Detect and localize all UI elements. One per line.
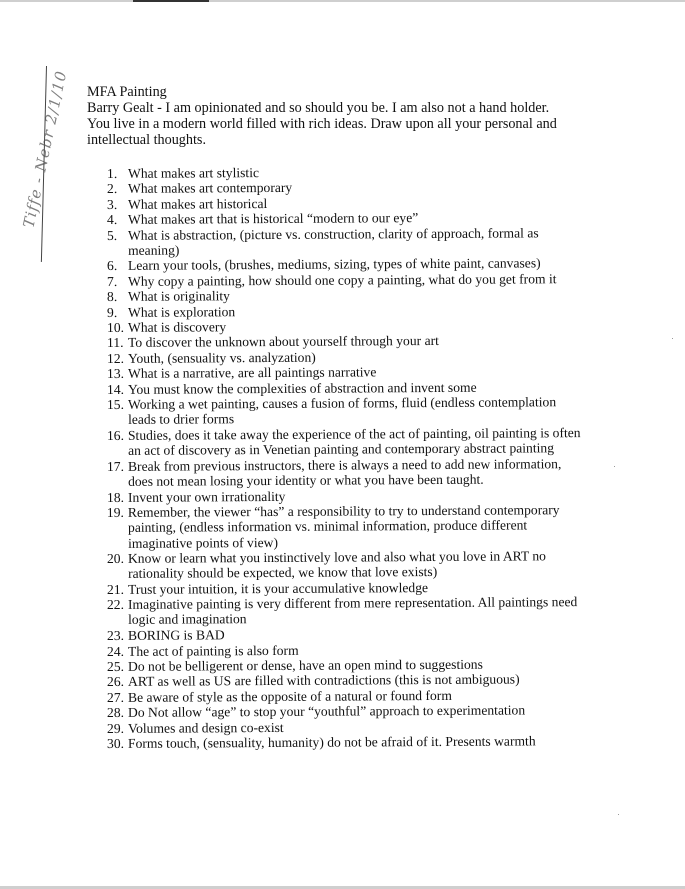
list-item-number: 23.	[106, 628, 125, 644]
list-item-number: 13.	[106, 366, 125, 382]
list-item-number: 21.	[106, 581, 125, 597]
list-item-text: Forms touch, (sensuality, humanity) do not be afraid of it. Presents warmth	[127, 733, 536, 751]
list-item-number: 15.	[106, 396, 124, 413]
list-item-text: Working a wet painting, causes a fusion of forms, fluid (endless contemplation leads to drier forms	[127, 394, 557, 428]
list-item-text: Learn your tools, (brushes, mediums, sizing, types of white paint, canvases)	[127, 255, 541, 274]
list-item	[107, 425, 587, 459]
list-item-text: What makes art historical	[127, 195, 268, 212]
list-item-text: Remember, the viewer “has” a responsibility to try to understand contemporary painting, (endless information vs. minimal information, produce different imaginative points of view)	[127, 502, 560, 551]
list-item-text: What is a narrative, are all paintings narrative	[127, 364, 377, 382]
list-item-number: 7.	[106, 273, 118, 289]
list-item-text: Invent your own irrationality	[127, 488, 286, 505]
list-item-number: 8.	[106, 289, 118, 305]
scan-speck	[672, 338, 673, 339]
list-item-number: 4.	[106, 212, 118, 228]
list-item-number: 16.	[106, 427, 124, 443]
list-item-text: Be aware of style as the opposite of a natural or found form	[127, 687, 452, 705]
list-item-number: 17.	[106, 458, 124, 474]
list-item-number: 2.	[106, 181, 118, 197]
list-item-text: You must know the complexities of abstraction and invent some	[127, 379, 477, 397]
list-item-number: 3.	[106, 196, 118, 212]
list-item-number: 18.	[106, 489, 125, 505]
list-item-text: Do Not allow “age” to stop your “youthful” approach to experimentation	[127, 702, 526, 721]
list-item-number: 19.	[106, 504, 124, 520]
list-item-text: What makes art that is historical “modern to our eye”	[127, 210, 419, 228]
list-item-number: 22.	[106, 597, 124, 613]
list-item-text: What is originality	[127, 288, 230, 305]
list-item-number: 9.	[106, 304, 118, 320]
list-item	[107, 225, 587, 259]
list-item	[107, 394, 587, 428]
list-item-number: 11.	[106, 335, 124, 351]
list-item-text: What is discovery	[127, 319, 227, 335]
list-item	[107, 594, 587, 628]
list-item-text: The act of painting is also form	[127, 642, 299, 659]
list-item-text: Know or learn what you instinctively love and also what you love in ART no rationality should be expected, we know that love exists)	[127, 548, 547, 582]
list-item-text: To discover the unknown about yourself through your art	[127, 333, 439, 351]
list-item	[107, 456, 587, 490]
numbered-list	[107, 166, 587, 751]
list-item-number: 20.	[106, 551, 124, 567]
list-item-text: Do not be belligerent or dense, have an open mind to suggestions	[127, 656, 483, 674]
list-item-text: Imaginative painting is very different from mere representation. All paintings need logic and imagination	[127, 594, 578, 628]
list-item-text: What is exploration	[127, 303, 236, 320]
list-item-text: Why copy a painting, how should one copy a painting, what do you get from it	[127, 271, 557, 289]
list-item-number: 25.	[106, 658, 125, 674]
list-item	[107, 733, 587, 751]
list-item-text: Trust your intuition, it is your accumulative knowledge	[127, 580, 429, 597]
list-item-text: Youth, (sensuality vs. analyzation)	[127, 349, 316, 366]
scan-speck	[614, 466, 615, 467]
list-item-number: 27.	[106, 689, 125, 705]
list-item-number: 28.	[106, 705, 125, 721]
list-item	[107, 548, 587, 582]
list-item-number: 6.	[106, 258, 118, 274]
list-item-text: Break from previous instructors, there is always a need to add new information, does not mean losing your identity or what you have been taught.	[127, 455, 562, 489]
list-item-text: ART as well as US are filled with contradictions (this is not ambiguous)	[127, 671, 520, 690]
top-border	[0, 0, 685, 2]
list-item-text: What makes art contemporary	[127, 180, 293, 197]
list-item-number: 5.	[106, 227, 118, 243]
list-item-number: 24.	[106, 643, 125, 659]
list-item-text: Volumes and design co-exist	[127, 719, 284, 736]
list-item	[107, 502, 587, 551]
list-item-number: 14.	[106, 381, 125, 397]
list-item-number: 10.	[106, 319, 125, 336]
scan-speck	[618, 814, 619, 815]
list-item-number: 1.	[106, 165, 118, 181]
document-body	[87, 84, 607, 752]
list-item-text: BORING is BAD	[127, 627, 225, 644]
list-item-number: 30.	[106, 735, 125, 752]
document-intro: Barry Gealt - I am opinionated and so should you be. I am also not a hand holder. You live in a modern world filled with rich ideas. Draw upon all your personal and intellectual thoughts.	[87, 100, 557, 148]
list-item-text: Studies, does it take away the experience of the act of painting, oil painting is often an act of discovery as in Venetian painting and contemporary abstract painting	[127, 425, 581, 459]
list-item-number: 29.	[106, 720, 125, 736]
list-item-text: What is abstraction, (picture vs. construction, clarity of approach, formal as meaning)	[127, 224, 539, 258]
list-item-text: What makes art stylistic	[127, 165, 260, 181]
list-item-number: 26.	[106, 674, 125, 690]
page-tab-indicator	[133, 0, 209, 2]
handwritten-margin-note: Tiffe - Nebr 2/1/10	[19, 68, 71, 230]
list-item-number: 12.	[106, 350, 125, 366]
document-title: MFA Painting	[87, 84, 167, 100]
